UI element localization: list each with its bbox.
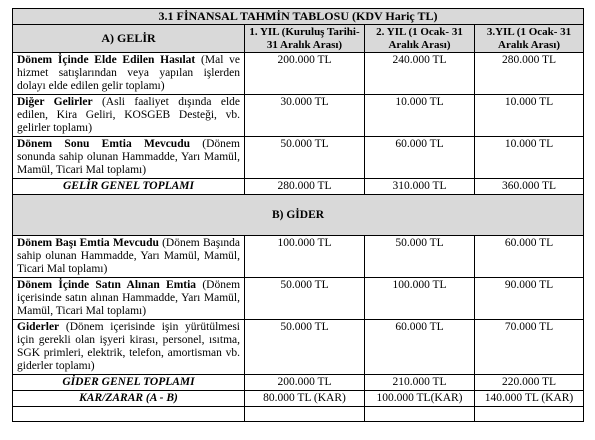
kar-zarar-label: KAR/ZARAR (A - B) [13,391,245,407]
row-value-year3: 10.000 TL [475,95,584,137]
row-value-year3: 280.000 TL [475,53,584,95]
column-header-year2: 2. YIL (1 Ocak- 31 Aralık Arası) [365,25,475,53]
row-value-year3: 10.000 TL [475,137,584,179]
kar-zarar-year1: 80.000 TL (KAR) [245,391,365,407]
gider-total-year2: 210.000 TL [365,375,475,391]
row-value-year2: 50.000 TL [365,236,475,278]
row-value-year2: 60.000 TL [365,137,475,179]
row-label: Dönem İçinde Satın Alınan Emtia [17,279,197,291]
trailing-blank-row [13,407,584,422]
gelir-total-label: GELİR GENEL TOPLAMI [13,179,245,195]
table-title-row [13,9,584,25]
table-row [13,278,584,320]
financial-forecast-table-container [12,8,583,422]
gelir-total-year1: 280.000 TL [245,179,365,195]
kar-zarar-row [13,391,584,407]
row-detail: (Dönem Başında sahip olunan Hammadde, Yarı Mamül, Mamül, Ticari Mal toplamı) [17,237,240,275]
blank-cell [13,407,245,422]
gider-total-label: GİDER GENEL TOPLAMI [13,375,245,391]
gider-total-year1: 200.000 TL [245,375,365,391]
row-label: Dönem İçinde Elde Edilen Hasılat [17,54,196,66]
row-value-year1: 200.000 TL [245,53,365,95]
row-value-year3: 60.000 TL [475,236,584,278]
table-row [13,320,584,375]
table-title: 3.1 FİNANSAL TAHMİN TABLOSU (KDV Hariç TL) [13,9,584,25]
row-label: Diğer Gelirler [17,96,93,108]
financial-forecast-table [12,8,584,422]
row-value-year3: 90.000 TL [475,278,584,320]
column-header-year3: 3.YIL (1 Ocak- 31 Aralık Arası) [475,25,584,53]
row-label: Dönem Başı Emtia Mevcudu [17,237,159,249]
row-value-year2: 100.000 TL [365,278,475,320]
gelir-total-row [13,179,584,195]
row-description [13,278,245,320]
row-value-year1: 100.000 TL [245,236,365,278]
gelir-section-label: A) GELİR [13,25,245,53]
table-row [13,53,584,95]
gider-total-year3: 220.000 TL [475,375,584,391]
row-description [13,53,245,95]
gider-total-row [13,375,584,391]
row-detail: (Dönem içerisinde işin yürütülmesi için gerekli olan işyeri kirası, personel, ısıtma, SGK primleri, elektrik, telefon, amortisman vb. giderler toplamı) [17,321,240,372]
row-value-year2: 10.000 TL [365,95,475,137]
gider-header-row [13,195,584,236]
blank-cell [245,407,365,422]
blank-cell [365,407,475,422]
gider-section-label: B) GİDER [13,195,584,236]
kar-zarar-year2: 100.000 TL(KAR) [365,391,475,407]
row-value-year3: 70.000 TL [475,320,584,375]
row-value-year1: 50.000 TL [245,278,365,320]
table-row [13,236,584,278]
row-value-year2: 60.000 TL [365,320,475,375]
row-detail: (Mal ve hizmet satışlarından veya yapılan işlerden dolayı elde edilen gelir toplamı) [17,54,240,92]
row-value-year1: 30.000 TL [245,95,365,137]
row-description [13,320,245,375]
row-value-year2: 240.000 TL [365,53,475,95]
row-label: Giderler [17,321,60,333]
blank-cell [475,407,584,422]
column-header-year1: 1. YIL (Kuruluş Tarihi- 31 Aralık Arası) [245,25,365,53]
row-label: Dönem Sonu Emtia Mevcudu [17,138,190,150]
table-row [13,137,584,179]
row-value-year1: 50.000 TL [245,320,365,375]
row-description [13,95,245,137]
row-value-year1: 50.000 TL [245,137,365,179]
gelir-header-row [13,25,584,53]
row-description [13,137,245,179]
table-row [13,95,584,137]
row-detail: (Dönem içerisinde satın alınan Hammadde, Yarı Mamül, Mamül, Ticari Mal toplamı) [17,279,241,317]
kar-zarar-year3: 140.000 TL (KAR) [475,391,584,407]
gelir-total-year3: 360.000 TL [475,179,584,195]
row-description [13,236,245,278]
gelir-total-year2: 310.000 TL [365,179,475,195]
row-detail: (Dönem sonunda sahip olunan Hammadde, Yarı Mamül, Mamül, Ticari Mal toplamı) [17,138,240,176]
row-detail: (Asli faaliyet dışında elde edilen, Kira Geliri, KOSGEB Desteği, vb. gelirler toplamı) [17,96,240,134]
